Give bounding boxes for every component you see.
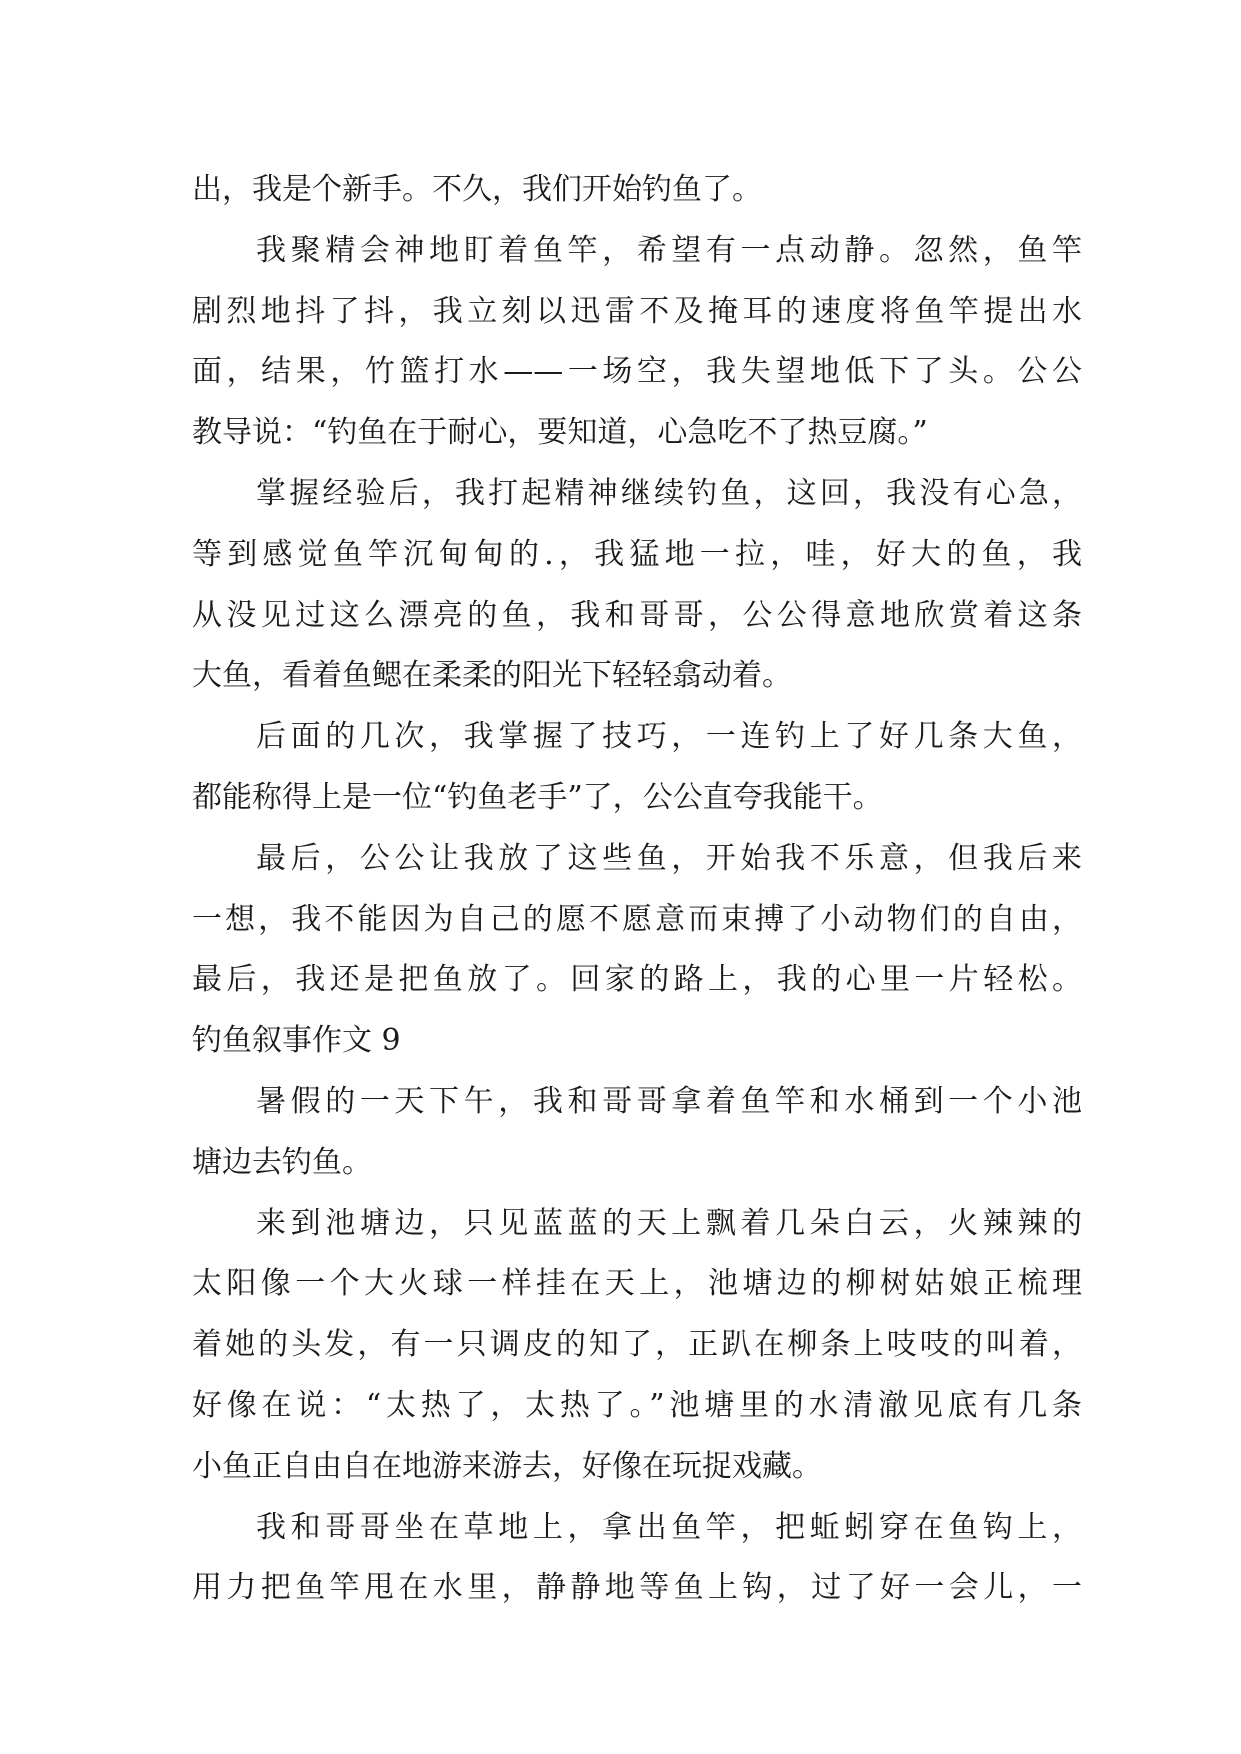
text-line: 出，我是个新手。不久，我们开始钓鱼了。 <box>192 172 762 207</box>
text-line: 一想，我不能因为自己的愿不愿意而束搏了小动物们的自由， <box>192 901 1082 937</box>
text-line: 最后，公公让我放了这些鱼，开始我不乐意，但我后来 <box>256 840 1082 876</box>
text-line: 太阳像一个大火球一样挂在天上，池塘边的柳树姑娘正梳理 <box>192 1266 1082 1302</box>
text-line: 等到感觉鱼竿沉甸甸的.，我猛地一拉，哇，好大的鱼，我 <box>192 536 1082 572</box>
text-line: 后面的几次，我掌握了技巧，一连钓上了好几条大鱼， <box>256 719 1082 755</box>
text-line: 教导说：“钓鱼在于耐心，要知道，心急吃不了热豆腐。” <box>192 415 928 451</box>
text-line: 来到池塘边，只见蓝蓝的天上飘着几朵白云，火辣辣的 <box>256 1205 1082 1241</box>
text-line: 面，结果，竹篮打水——一场空，我失望地低下了头。公公 <box>192 354 1082 390</box>
text-line: 都能称得上是一位“钓鱼老手”了，公公直夸我能干。 <box>192 779 883 815</box>
text-line: 塘边去钓鱼。 <box>192 1144 372 1180</box>
text-line: 我和哥哥坐在草地上，拿出鱼竿，把蚯蚓穿在鱼钩上， <box>256 1509 1082 1545</box>
text-line: 暑假的一天下午，我和哥哥拿着鱼竿和水桶到一个小池 <box>256 1083 1082 1119</box>
section-heading: 钓鱼叙事作文 9 <box>192 1023 401 1059</box>
text-line: 着她的头发，有一只调皮的知了，正趴在柳条上吱吱的叫着， <box>192 1327 1082 1363</box>
text-line: 最后，我还是把鱼放了。回家的路上，我的心里一片轻松。 <box>192 962 1082 998</box>
text-line: 大鱼，看着鱼鳃在柔柔的阳光下轻轻翕动着。 <box>192 658 792 694</box>
essay-body <box>192 160 1082 1619</box>
text-line: 我聚精会神地盯着鱼竿，希望有一点动静。忽然，鱼竿 <box>256 232 1082 268</box>
text-line: 小鱼正自由自在地游来游去，好像在玩捉戏藏。 <box>192 1448 822 1484</box>
text-line: 从没见过这么漂亮的鱼，我和哥哥，公公得意地欣赏着这条 <box>192 597 1082 633</box>
text-line: 剧烈地抖了抖，我立刻以迅雷不及掩耳的速度将鱼竿提出水 <box>192 293 1082 329</box>
text-line: 用力把鱼竿甩在水里，静静地等鱼上钩，过了好一会儿，一 <box>192 1570 1082 1606</box>
text-line: 掌握经验后，我打起精神继续钓鱼，这回，我没有心急， <box>256 475 1082 511</box>
text-line: 好像在说：“太热了，太热了。”池塘里的水清澈见底有几条 <box>192 1387 1082 1423</box>
